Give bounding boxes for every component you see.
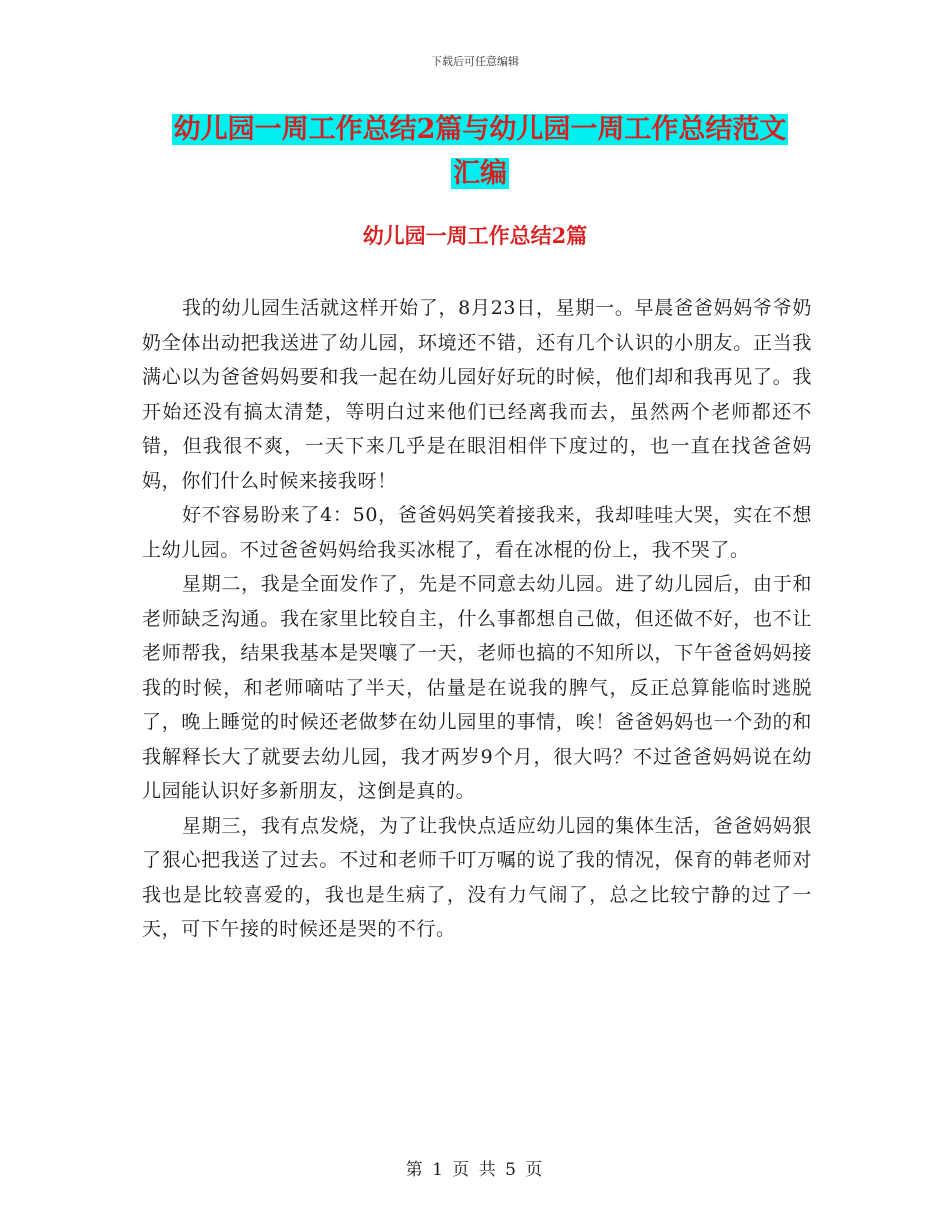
paragraph-2: 好不容易盼来了4：50，爸爸妈妈笑着接我来，我却哇哇大哭，实在不想上幼儿园。不过爸爸妈妈给我买冰棍了，看在冰棍的份上，我不哭了。 [142,504,812,561]
document-title-line-2: 汇编 [453,158,507,189]
page-number: 第 1 页 共 5 页 [405,1160,545,1180]
paragraph-3: 星期二，我是全面发作了，先是不同意去幼儿园。进了幼儿园后，由于和老师缺乏沟通。我在家里比较自主，什么事都想自己做，但还做不好，也不让老师帮我，结果我基本是哭嚷了一天，老师也搞的不知所以，下午爸爸妈妈接我的时候，和老师嘀咕了半天，估量是在说我的脾气，反正总算能临时逃脱了，晚上睡觉的时候还老做梦在幼儿园里的事情，唉！爸爸妈妈也一个劲的和我解释长大了就要去幼儿园，我才两岁9个月，很大吗？不过爸爸妈妈说在幼儿园能认识好多新朋友，这倒是真的。 [142,573,812,802]
paragraph-1: 我的幼儿园生活就这样开始了，8月23日，星期一。早晨爸爸妈妈爷爷奶奶全体出动把我送进了幼儿园，环境还不错，还有几个认识的小朋友。正当我满心以为爸爸妈妈要和我一起在幼儿园好好玩的时候，他们却和我再见了。我开始还没有搞太清楚，等明白过来他们已经离我而去，虽然两个老师都还不错，但我很不爽，一天下来几乎是在眼泪相伴下度过的，也一直在找爸爸妈妈，你们什么时候来接我呀！ [142,297,812,492]
section-title: 幼儿园一周工作总结2篇 [362,223,588,248]
paragraph-4: 星期三，我有点发烧，为了让我快点适应幼儿园的集体生活，爸爸妈妈狠了狠心把我送了过去。不过和老师千叮万嘱的说了我的情况，保育的韩老师对我也是比较喜爱的，我也是生病了，没有力气闹了，总之比较宁静的过了一天，可下午接的时候还是哭的不行。 [142,814,812,940]
document-title-line-1: 幼儿园一周工作总结2篇与幼儿园一周工作总结范文 [173,114,787,145]
document-title [140,108,820,196]
body-text [142,291,812,947]
page-header-note: 下载后可任意编辑 [431,55,519,68]
